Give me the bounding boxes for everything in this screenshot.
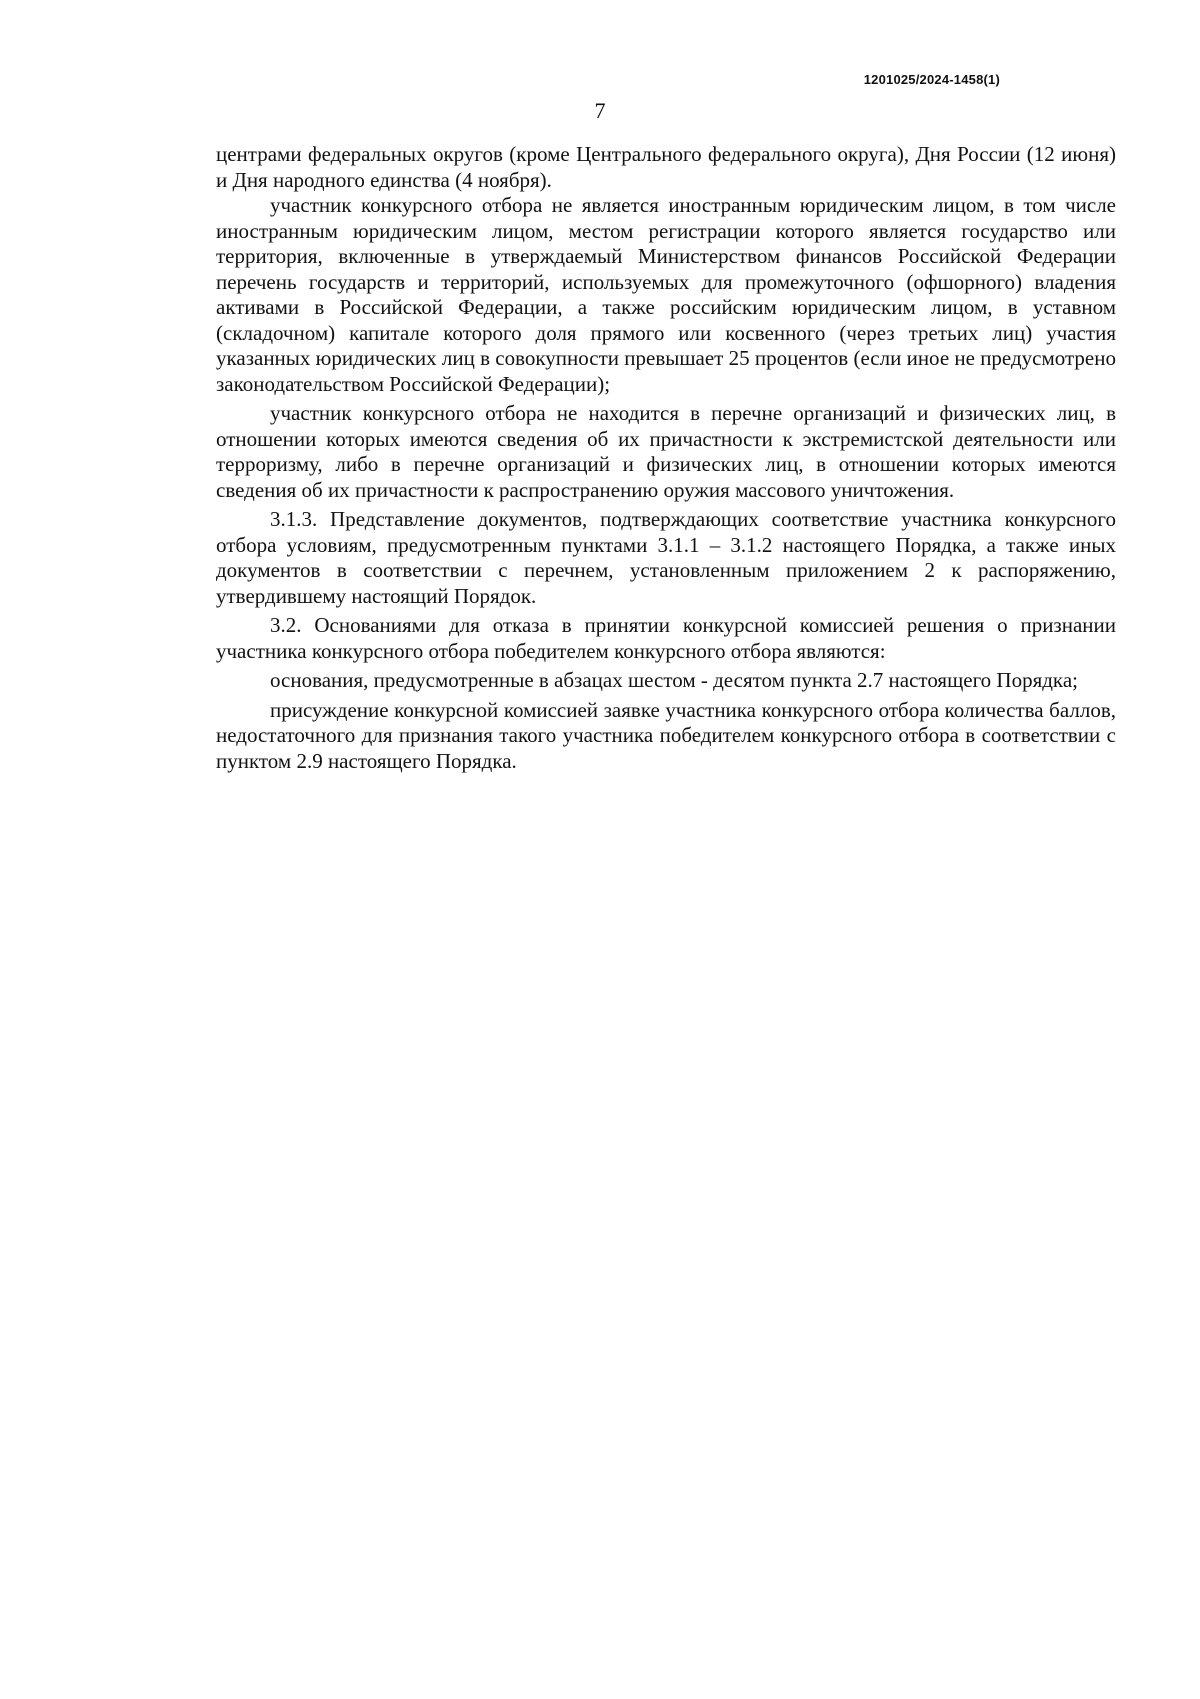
- paragraph-insufficient-score: присуждение конкурсной комиссией заявке участника конкурсного отбора количества баллов, недостаточного для признания такого участника победителем конкурсного отбора в соответствии с пунктом 2.9 настоящего Порядка.: [216, 697, 1116, 773]
- document-body: [216, 142, 1116, 774]
- paragraph-extremism-list-condition: участник конкурсного отбора не находится в перечне организаций и физических лиц, в отношении которых имеются сведения об их причастности к экстремистской деятельности или терроризму, либо в перечне организаций и физических лиц, в отношении которых имеются сведения об их причастности к распространению оружия массового уничтожения.: [216, 401, 1116, 502]
- paragraph-foreign-entity-condition: участник конкурсного отбора не является иностранным юридическим лицом, в том числе иностранным юридическим лицом, местом регистрации которого является государство или территория, включенные в утверждаемый Министерством финансов Российской Федерации перечень государств и территорий, используемых для промежуточного (офшорного) владения активами в Российской Федерации, а также российским юридическим лицом, в уставном (складочном) капитале которого доля прямого или косвенного (через третьих лиц) участия указанных юридических лиц в совокупности превышает 25 процентов (если иное не предусмотрено законодательством Российской Федерации);: [216, 193, 1116, 396]
- paragraph-3-2: 3.2. Основаниями для отказа в принятии конкурсной комиссией решения о признании участника конкурсного отбора победителем конкурсного отбора являются:: [216, 613, 1116, 663]
- page-number: 7: [594, 98, 606, 123]
- document-registration-code: 1201025/2024-1458(1): [863, 72, 1000, 87]
- paragraph-3-1-3: 3.1.3. Представление документов, подтверждающих соответствие участника конкурсного отбора условиям, предусмотренным пунктами 3.1.1 – 3.1.2 настоящего Порядка, а также иных документов в соответствии с перечнем, установленным приложением 2 к распоряжению, утвердившему настоящий Порядок.: [216, 507, 1116, 608]
- paragraph-continuation: центрами федеральных округов (кроме Центрального федерального округа), Дня России (12 июня) и Дня народного единства (4 ноября).: [216, 142, 1116, 192]
- paragraph-grounds: основания, предусмотренные в абзацах шестом - десятом пункта 2.7 настоящего Порядка;: [270, 668, 1078, 692]
